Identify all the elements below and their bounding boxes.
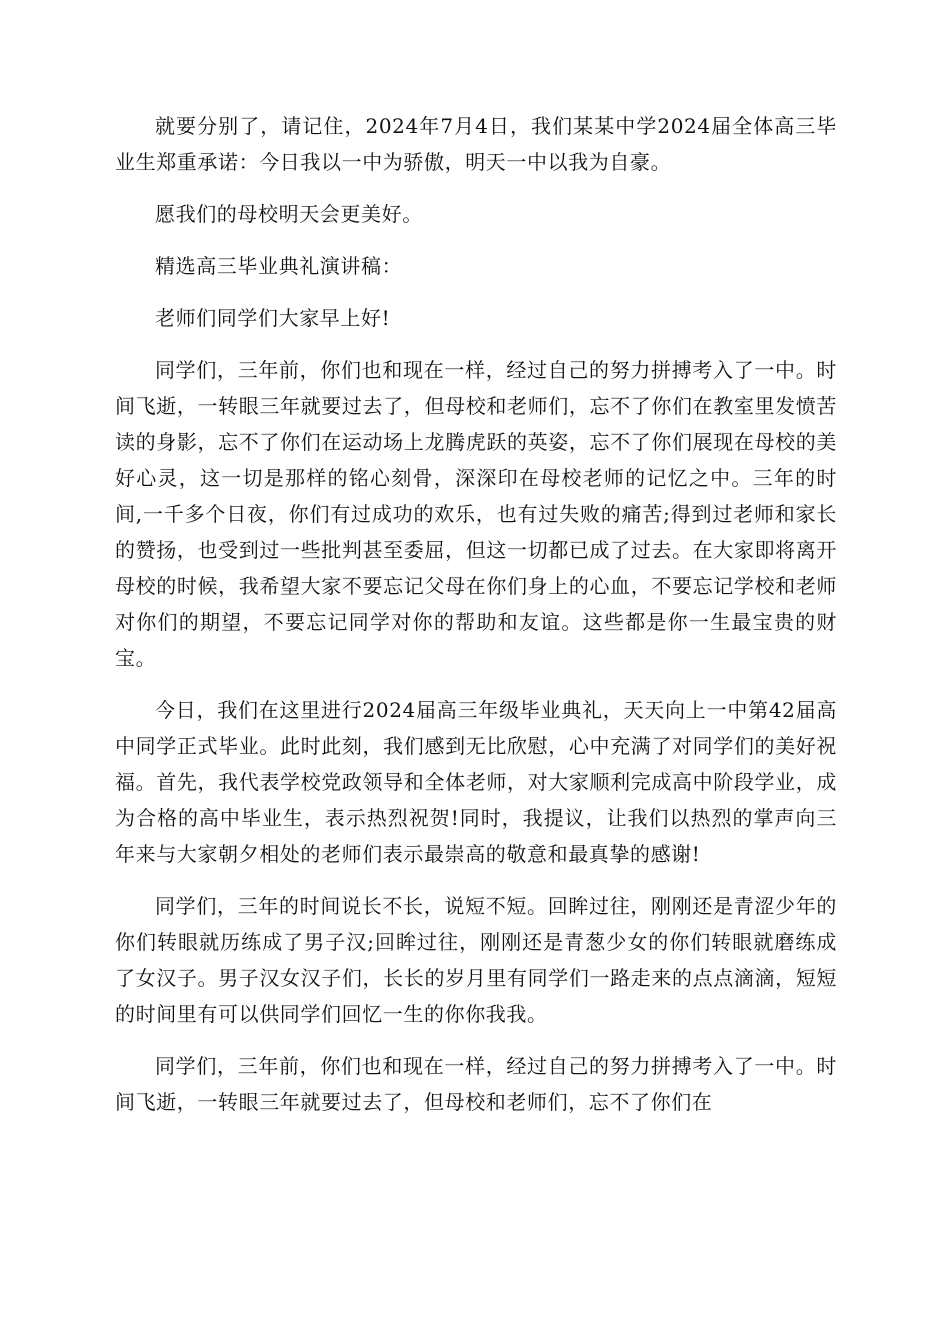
speech-text-body bbox=[115, 108, 837, 1136]
paragraph-three-years-ago-repeat: 同学们，三年前，你们也和现在一样，经过自己的努力拼搏考入了一中。时间飞逝，一转眼三年就要过去了，但母校和老师们，忘不了你们在 bbox=[115, 1054, 837, 1114]
paragraph-greeting: 老师们同学们大家早上好! bbox=[155, 306, 391, 330]
paragraph-three-years-ago: 同学们，三年前，你们也和现在一样，经过自己的努力拼搏考入了一中。时间飞逝，一转眼三年就要过去了，但母校和老师们，忘不了你们在教室里发愤苦读的身影，忘不了你们在运动场上龙腾虎跃的英姿，忘不了你们展现在母校的美好心灵，这一切是那样的铭心刻骨，深深印在母校老师的记忆之中。三年的时间,一千多个日夜，你们有过成功的欢乐，也有过失败的痛苦;得到过老师和家长的赞扬，也受到过一些批判甚至委屈，但这一切都已成了过去。在大家即将离开母校的时候，我希望大家不要忘记父母在你们身上的心血，不要忘记学校和老师对你们的期望，不要忘记同学对你的帮助和友谊。这些都是你一生最宝贵的财宝。 bbox=[115, 358, 837, 670]
paragraph-ceremony: 今日，我们在这里进行2024届高三年级毕业典礼，天天向上一中第42届高中同学正式毕业。此时此刻，我们感到无比欣慰，心中充满了对同学们的美好祝福。首先，我代表学校党政领导和全体老师，对大家顺利完成高中阶段学业，成为合格的高中毕业生，表示热烈祝贺!同时，我提议，让我们以热烈的掌声向三年来与大家朝夕相处的老师们表示最崇高的敬意和最真挚的感谢! bbox=[115, 698, 837, 866]
paragraph-time: 同学们，三年的时间说长不长，说短不短。回眸过往，刚刚还是青涩少年的你们转眼就历练成了男子汉;回眸过往，刚刚还是青葱少女的你们转眼就磨练成了女汉子。男子汉女汉子们，长长的岁月里有同学们一路走来的点点滴滴，短短的时间里有可以供同学们回忆一生的你你我我。 bbox=[115, 894, 837, 1026]
paragraph-commitment: 就要分别了，请记住，2024年7月4日，我们某某中学2024届全体高三毕业生郑重承诺：今日我以一中为骄傲，明天一中以我为自豪。 bbox=[115, 114, 837, 174]
paragraph-wish: 愿我们的母校明天会更美好。 bbox=[155, 202, 423, 226]
paragraph-heading: 精选高三毕业典礼演讲稿： bbox=[155, 254, 403, 278]
